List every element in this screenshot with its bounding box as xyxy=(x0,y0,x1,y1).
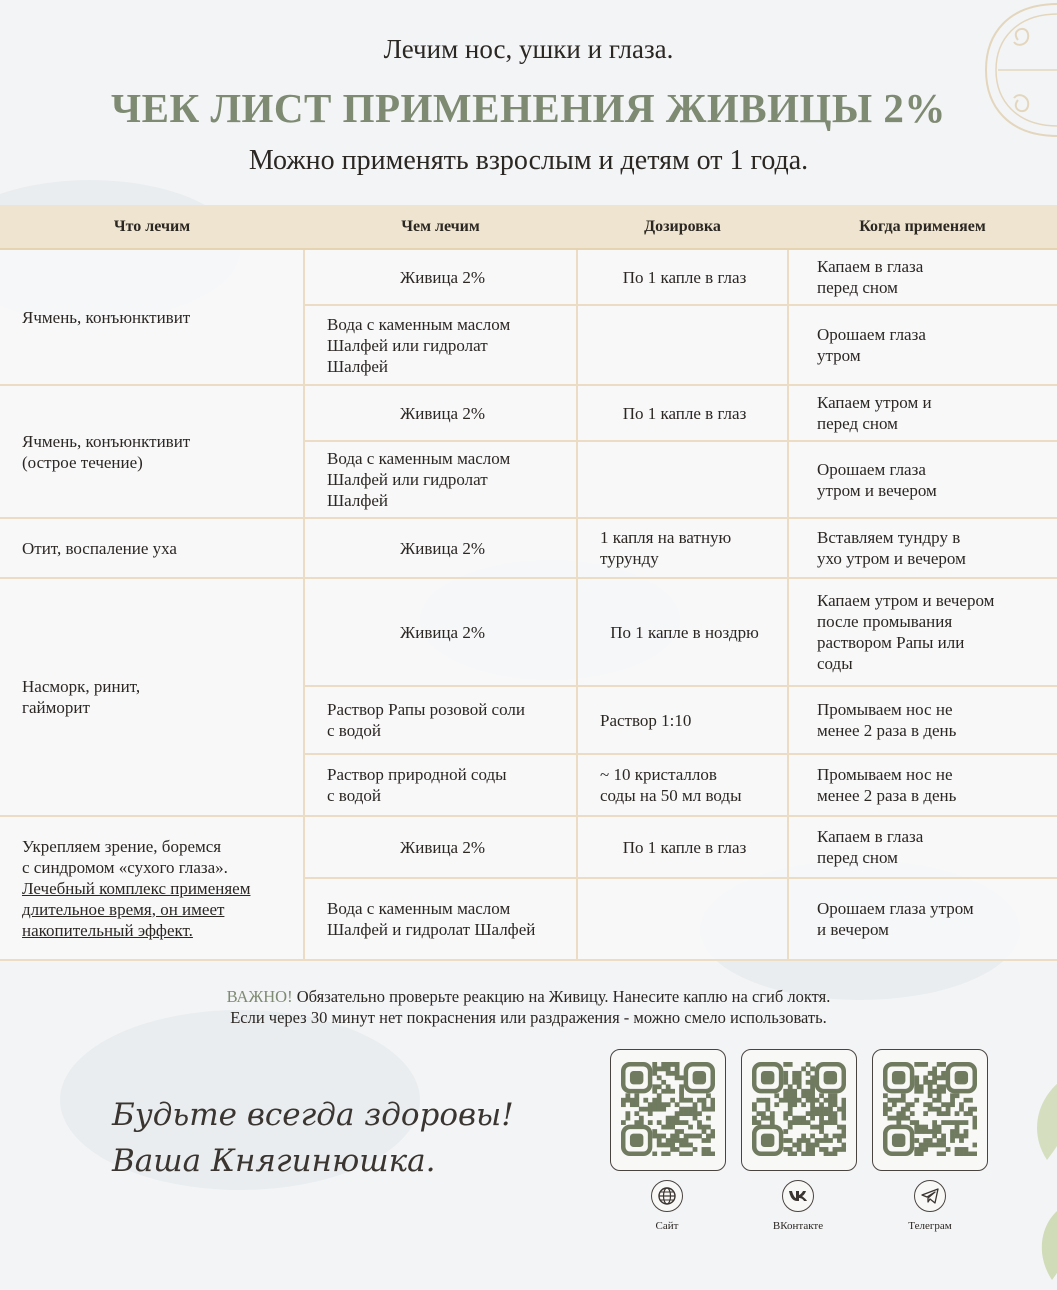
table-row xyxy=(0,385,1057,441)
dose-cell: По 1 капле в глаз xyxy=(577,249,788,305)
when-cell: Орошаем глаза утром и вечером xyxy=(788,441,1057,518)
audience-note: Можно применять взрослым и детям от 1 года. xyxy=(248,145,809,176)
link-telegram[interactable] xyxy=(880,1180,980,1232)
table-row xyxy=(0,249,1057,305)
remedy-cell: Живица 2% xyxy=(304,578,577,686)
checklist-table xyxy=(0,205,1057,961)
page-title: ЧЕК ЛИСТ ПРИМЕНЕНИЯ ЖИВИЦЫ 2% xyxy=(111,85,946,131)
telegram-icon xyxy=(914,1180,946,1212)
page-subtitle: Лечим нос, ушки и глаза. xyxy=(383,34,674,64)
qr-code-vk[interactable] xyxy=(741,1049,857,1171)
table-row xyxy=(0,816,1057,878)
notice-line-1: Обязательно проверьте реакцию на Живицу. Нанесите каплю на сгиб локтя. xyxy=(292,987,831,1006)
dose-cell: По 1 капле в ноздрю xyxy=(577,578,788,686)
remedy-cell: Раствор природной соды с водой xyxy=(304,754,577,816)
table-row xyxy=(0,578,1057,686)
remedy-cell: Вода с каменным маслом Шалфей или гидролат Шалфей xyxy=(304,305,577,385)
remedy-cell: Живица 2% xyxy=(304,816,577,878)
when-cell: Капаем в глаза перед сном xyxy=(788,249,1057,305)
when-cell: Капаем в глаза перед сном xyxy=(788,816,1057,878)
dose-cell: По 1 капле в глаз xyxy=(577,816,788,878)
column-header-dose: Дозировка xyxy=(577,205,788,249)
remedy-cell: Живица 2% xyxy=(304,518,577,578)
dose-cell xyxy=(577,441,788,518)
link-site[interactable] xyxy=(617,1180,717,1232)
column-header-remedy: Чем лечим xyxy=(304,205,577,249)
remedy-cell: Раствор Рапы розовой соли с водой xyxy=(304,686,577,754)
link-label: Сайт xyxy=(655,1220,679,1232)
remedy-cell: Живица 2% xyxy=(304,249,577,305)
table-row xyxy=(0,518,1057,578)
condition-text: Укрепляем зрение, боремся с синдромом «сухого глаза». xyxy=(22,836,228,877)
dose-cell: Раствор 1:10 xyxy=(577,686,788,754)
notice-accent: ВАЖНО! xyxy=(226,987,293,1006)
notice-line-2: Если через 30 минут нет покраснения или раздражения - можно смело использовать. xyxy=(230,1008,827,1027)
when-cell: Промываем нос не менее 2 раза в день xyxy=(788,686,1057,754)
dose-cell xyxy=(577,305,788,385)
condition-cell: Ячмень, конъюнктивит (острое течение) xyxy=(0,385,304,518)
condition-cell: Насморк, ринит, гайморит xyxy=(0,578,304,816)
qr-code-site[interactable] xyxy=(610,1049,726,1171)
link-label: Телеграм xyxy=(908,1220,952,1232)
when-cell: Орошаем глаза утром и вечером xyxy=(788,878,1057,960)
link-vk[interactable] xyxy=(748,1180,848,1232)
dose-cell xyxy=(577,878,788,960)
condition-cell: Ячмень, конъюнктивит xyxy=(0,249,304,385)
leaf-decoration-icon xyxy=(1007,1060,1057,1290)
table-header-row xyxy=(0,205,1057,249)
when-cell: Орошаем глаза утром xyxy=(788,305,1057,385)
condition-cell: Отит, воспаление уха xyxy=(0,518,304,578)
condition-cell xyxy=(0,816,304,960)
qr-code-image xyxy=(883,1062,977,1156)
dose-cell: По 1 капле в глаз xyxy=(577,385,788,441)
column-header-when: Когда применяем xyxy=(788,205,1057,249)
when-cell: Вставляем тундру в ухо утром и вечером xyxy=(788,518,1057,578)
qr-code-image xyxy=(752,1062,846,1156)
important-notice xyxy=(0,986,1057,1028)
remedy-cell: Вода с каменным маслом Шалфей или гидролат Шалфей xyxy=(304,441,577,518)
signature xyxy=(112,1092,514,1184)
qr-code-image xyxy=(621,1062,715,1156)
dose-cell: ~ 10 кристаллов соды на 50 мл воды xyxy=(577,754,788,816)
qr-code-telegram[interactable] xyxy=(872,1049,988,1171)
remedy-cell: Вода с каменным маслом Шалфей и гидролат Шалфей xyxy=(304,878,577,960)
globe-icon xyxy=(651,1180,683,1212)
column-header-what: Что лечим xyxy=(0,205,304,249)
condition-note: Лечебный комплекс применяем длительное время, он имеет накопительный эффект. xyxy=(22,878,251,940)
signature-line-2: Ваша Княгинюшка. xyxy=(112,1143,436,1179)
when-cell: Промываем нос не менее 2 раза в день xyxy=(788,754,1057,816)
dose-cell: 1 капля на ватную турунду xyxy=(577,518,788,578)
when-cell: Капаем утром и вечером после промывания раствором Рапы или соды xyxy=(788,578,1057,686)
when-cell: Капаем утром и перед сном xyxy=(788,385,1057,441)
link-label: ВКонтакте xyxy=(772,1220,824,1232)
remedy-cell: Живица 2% xyxy=(304,385,577,441)
vk-icon xyxy=(782,1180,814,1212)
signature-line-1: Будьте всегда здоровы! xyxy=(112,1097,514,1133)
